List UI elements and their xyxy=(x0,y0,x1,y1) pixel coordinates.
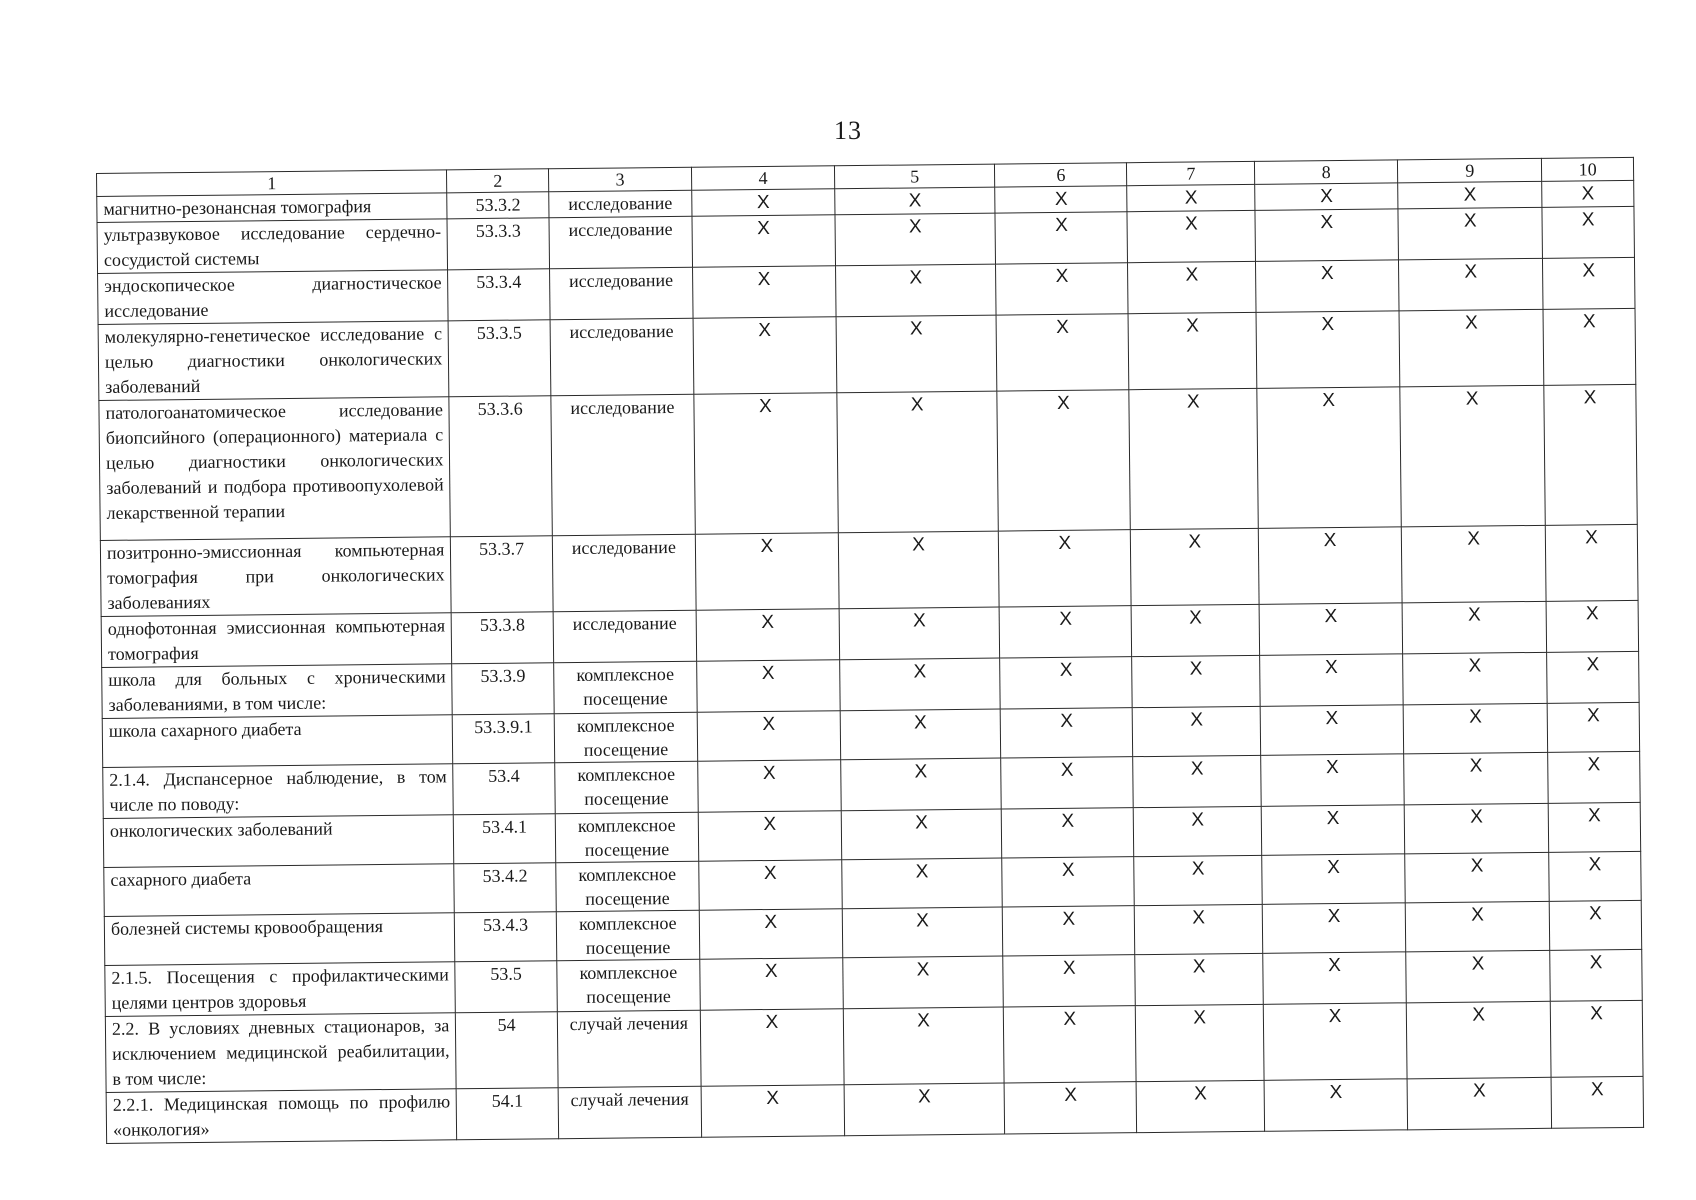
x-mark-cell: X xyxy=(1400,385,1546,527)
header-cell: 10 xyxy=(1542,157,1634,181)
row-unit-cell: комплексное посещение xyxy=(555,761,699,813)
x-mark-cell: X xyxy=(1258,527,1402,604)
row-unit-cell: случай лечения xyxy=(557,1010,701,1087)
x-mark-cell: X xyxy=(1406,1001,1551,1079)
row-name-cell: онкологических заболеваний xyxy=(103,815,454,868)
x-mark-cell: X xyxy=(1263,952,1407,1004)
x-mark-cell: X xyxy=(1549,851,1641,901)
x-mark-cell: X xyxy=(838,531,999,609)
x-mark-cell: X xyxy=(835,264,996,317)
x-mark-cell: X xyxy=(1002,808,1135,858)
row-unit-cell: исследование xyxy=(550,318,694,395)
row-name-cell: 2.2.1. Медицинская помощь по профилю «онкология» xyxy=(106,1089,457,1144)
header-cell: 3 xyxy=(548,167,691,191)
x-mark-cell: X xyxy=(1001,708,1134,758)
row-unit-cell: комплексное посещение xyxy=(555,812,699,862)
x-mark-cell: X xyxy=(835,213,996,266)
row-code-cell: 53.3.5 xyxy=(448,320,550,397)
x-mark-cell: X xyxy=(840,658,1001,711)
x-mark-cell: X xyxy=(1137,1080,1265,1132)
x-mark-cell: X xyxy=(1262,854,1406,904)
x-mark-cell: X xyxy=(1132,604,1260,656)
x-mark-cell: X xyxy=(1134,855,1262,905)
x-mark-cell: X xyxy=(1262,903,1406,953)
x-mark-cell: X xyxy=(1399,258,1544,311)
x-mark-cell: X xyxy=(1547,702,1639,752)
row-name-cell: ультразвуковое исследование сердечно-сосудистой системы xyxy=(97,219,448,274)
row-name-cell: молекулярно-генетическое исследование с целью диагностики онкологических заболеваний xyxy=(98,321,449,401)
x-mark-cell: X xyxy=(1407,1077,1552,1130)
x-mark-cell: X xyxy=(1003,955,1136,1007)
row-unit-cell: исследование xyxy=(549,267,693,319)
x-mark-cell: X xyxy=(696,609,840,661)
header-cell: 1 xyxy=(97,170,448,197)
x-mark-cell: X xyxy=(1547,651,1639,703)
row-unit-cell: исследование xyxy=(549,216,693,268)
x-mark-cell: X xyxy=(996,314,1129,391)
x-mark-cell: X xyxy=(1256,260,1400,312)
x-mark-cell: X xyxy=(1404,803,1549,854)
x-mark-cell: X xyxy=(1405,852,1550,903)
row-code-cell: 53.3.9.1 xyxy=(453,714,555,764)
x-mark-cell: X xyxy=(1551,1000,1644,1077)
row-name-cell: 2.1.4. Диспансерное наблюдение, в том числе по поводу: xyxy=(103,764,454,819)
x-mark-cell: X xyxy=(701,1085,845,1137)
x-mark-cell: X xyxy=(1134,806,1262,856)
x-mark-cell: X xyxy=(843,956,1004,1009)
x-mark-cell: X xyxy=(1398,207,1543,260)
x-mark-cell: X xyxy=(999,530,1132,607)
x-mark-cell: X xyxy=(1261,754,1405,806)
row-name-cell: 2.2. В условиях дневных стационаров, за исключением медицинской реабилитации, в том числе: xyxy=(105,1013,456,1093)
x-mark-cell: X xyxy=(1260,705,1404,755)
x-mark-cell: X xyxy=(1548,802,1640,852)
row-code-cell: 53.4 xyxy=(453,763,555,815)
x-mark-cell: X xyxy=(1401,525,1546,603)
row-name-cell: школа для больных с хроническими заболеваниями, в том числе: xyxy=(102,664,453,719)
x-mark-cell: X xyxy=(1549,900,1641,950)
table-body xyxy=(97,180,1644,1143)
x-mark-cell: X xyxy=(692,189,835,216)
x-mark-cell: X xyxy=(843,1007,1004,1085)
row-unit-cell: исследование xyxy=(551,394,695,535)
x-mark-cell: X xyxy=(1002,857,1135,907)
x-mark-cell: X xyxy=(1255,209,1399,261)
header-cell: 9 xyxy=(1398,158,1542,183)
header-cell: 6 xyxy=(995,163,1127,187)
x-mark-cell: X xyxy=(1263,1003,1407,1080)
row-name-cell: магнитно-резонансная томография xyxy=(97,193,448,223)
x-mark-cell: X xyxy=(840,709,1001,760)
x-mark-cell: X xyxy=(698,760,842,812)
x-mark-cell: X xyxy=(1403,652,1548,705)
x-mark-cell: X xyxy=(1132,655,1260,707)
row-unit-cell: исследование xyxy=(552,534,696,611)
x-mark-cell: X xyxy=(692,266,836,318)
row-unit-cell: комплексное посещение xyxy=(556,910,700,960)
x-mark-cell: X xyxy=(1004,1006,1137,1083)
header-cell: 4 xyxy=(691,166,834,190)
x-mark-cell: X xyxy=(841,809,1002,860)
row-unit-cell: комплексное посещение xyxy=(554,661,698,713)
x-mark-cell: X xyxy=(1551,1076,1643,1128)
header-cell: 8 xyxy=(1255,160,1398,184)
x-mark-cell: X xyxy=(1127,184,1255,211)
x-mark-cell: X xyxy=(700,958,844,1010)
row-code-cell: 53.3.8 xyxy=(452,612,554,664)
row-code-cell: 53.3.7 xyxy=(451,536,553,613)
row-code-cell: 53.3.3 xyxy=(447,218,549,270)
x-mark-cell: X xyxy=(1128,312,1257,389)
row-unit-cell: комплексное посещение xyxy=(557,959,701,1011)
x-mark-cell: X xyxy=(699,909,843,959)
row-unit-cell: комплексное посещение xyxy=(554,712,698,762)
row-code-cell: 54.1 xyxy=(457,1088,559,1140)
x-mark-cell: X xyxy=(699,860,843,910)
row-code-cell: 53.4.3 xyxy=(455,912,557,962)
row-code-cell: 53.4.2 xyxy=(454,863,556,913)
x-mark-cell: X xyxy=(844,1083,1005,1136)
x-mark-cell: X xyxy=(837,391,999,533)
header-cell: 2 xyxy=(447,169,549,193)
x-mark-cell: X xyxy=(1257,387,1401,528)
page-number: 13 xyxy=(834,116,862,145)
x-mark-cell: X xyxy=(700,1009,844,1086)
row-code-cell: 53.4.1 xyxy=(454,814,556,864)
x-mark-cell: X xyxy=(842,858,1003,909)
row-code-cell: 54 xyxy=(456,1012,558,1089)
header-cell: 7 xyxy=(1127,161,1255,185)
x-mark-cell: X xyxy=(1542,180,1634,207)
x-mark-cell: X xyxy=(693,317,837,394)
row-name-cell: позитронно-эмиссионная компьютерная томография при онкологических заболеваниях xyxy=(100,537,451,617)
x-mark-cell: X xyxy=(1255,183,1398,210)
x-mark-cell: X xyxy=(1127,210,1255,262)
x-mark-cell: X xyxy=(1542,206,1634,258)
row-name-cell: школа сахарного диабета xyxy=(102,715,453,768)
x-mark-cell: X xyxy=(1003,906,1136,956)
x-mark-cell: X xyxy=(697,660,841,712)
x-mark-cell: X xyxy=(1261,805,1405,855)
row-name-cell: болезней системы кровообращения xyxy=(104,913,455,966)
row-code-cell: 53.3.6 xyxy=(449,396,552,537)
x-mark-cell: X xyxy=(835,187,996,215)
x-mark-cell: X xyxy=(1543,257,1635,309)
x-mark-cell: X xyxy=(1135,953,1263,1005)
x-mark-cell: X xyxy=(836,315,997,393)
row-name-cell: однофотонная эмиссионная компьютерная томография xyxy=(101,613,452,668)
x-mark-cell: X xyxy=(1402,601,1547,654)
x-mark-cell: X xyxy=(995,212,1128,264)
row-code-cell: 53.3.9 xyxy=(452,663,554,715)
x-mark-cell: X xyxy=(1004,1082,1137,1134)
x-mark-cell: X xyxy=(697,711,841,761)
x-mark-cell: X xyxy=(1259,603,1403,655)
x-mark-cell: X xyxy=(698,811,842,861)
x-mark-cell: X xyxy=(1405,901,1550,952)
x-mark-cell: X xyxy=(997,390,1131,531)
x-mark-cell: X xyxy=(999,606,1132,658)
x-mark-cell: X xyxy=(1546,524,1639,601)
x-mark-cell: X xyxy=(1264,1079,1408,1131)
table-row xyxy=(99,384,1637,540)
x-mark-cell: X xyxy=(839,607,1000,660)
x-mark-cell: X xyxy=(995,186,1127,213)
x-mark-cell: X xyxy=(1131,528,1260,605)
x-mark-cell: X xyxy=(1256,311,1400,388)
x-mark-cell: X xyxy=(1543,308,1636,385)
x-mark-cell: X xyxy=(694,393,838,534)
x-mark-cell: X xyxy=(692,215,836,267)
x-mark-cell: X xyxy=(1546,600,1638,652)
row-code-cell: 53.5 xyxy=(455,961,557,1013)
row-unit-cell: исследование xyxy=(549,190,692,217)
x-mark-cell: X xyxy=(841,758,1002,811)
x-mark-cell: X xyxy=(1398,181,1542,209)
header-cell: 5 xyxy=(834,164,995,189)
row-name-cell: эндоскопическое диагностическое исследование xyxy=(98,270,449,325)
x-mark-cell: X xyxy=(1133,755,1261,807)
row-name-cell: сахарного диабета xyxy=(104,864,455,917)
x-mark-cell: X xyxy=(1399,309,1544,387)
row-name-cell: 2.1.5. Посещения с профилактическими целями центров здоровья xyxy=(105,962,456,1017)
x-mark-cell: X xyxy=(1403,703,1548,754)
x-mark-cell: X xyxy=(1544,384,1637,525)
x-mark-cell: X xyxy=(1001,757,1134,809)
x-mark-cell: X xyxy=(1260,654,1404,706)
x-mark-cell: X xyxy=(1406,950,1551,1003)
row-unit-cell: комплексное посещение xyxy=(556,861,700,911)
row-unit-cell: случай лечения xyxy=(558,1086,702,1138)
row-code-cell: 53.3.4 xyxy=(448,269,550,321)
x-mark-cell: X xyxy=(1000,657,1133,709)
row-code-cell: 53.3.2 xyxy=(447,192,549,219)
row-unit-cell: исследование xyxy=(553,610,697,662)
x-mark-cell: X xyxy=(1550,949,1642,1001)
x-mark-cell: X xyxy=(1133,706,1261,756)
x-mark-cell: X xyxy=(695,533,839,610)
x-mark-cell: X xyxy=(996,263,1129,315)
table-container xyxy=(96,157,1644,1144)
row-name-cell: патологоанатомическое исследование биопсийного (операционного) материала с целью диагностики онкологических заболеваний и подбора противоопухолевой лекарственной терапии xyxy=(99,397,451,541)
x-mark-cell: X xyxy=(1129,388,1258,529)
x-mark-cell: X xyxy=(1404,752,1549,805)
x-mark-cell: X xyxy=(842,907,1003,958)
x-mark-cell: X xyxy=(1136,1004,1265,1081)
data-table xyxy=(96,157,1644,1144)
x-mark-cell: X xyxy=(1128,261,1256,313)
x-mark-cell: X xyxy=(1135,904,1263,954)
x-mark-cell: X xyxy=(1548,751,1640,803)
